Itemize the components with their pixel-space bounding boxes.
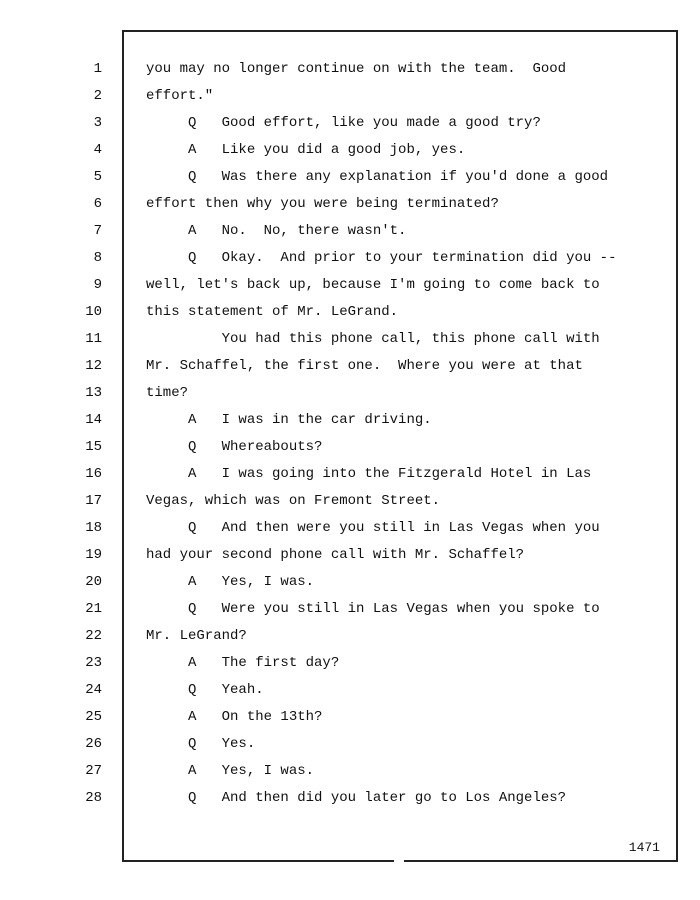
transcript-line: Q Were you still in Las Vegas when you spoke to — [146, 601, 600, 617]
transcript-line: A Like you did a good job, yes. — [146, 142, 466, 158]
transcript-line: Q Yes. — [146, 736, 256, 752]
transcript-line: effort then why you were being terminated? — [146, 196, 499, 212]
transcript-line: Q Whereabouts? — [146, 439, 323, 455]
line-number: 1 — [93, 61, 102, 77]
transcript-line: Q And then were you still in Las Vegas when you — [146, 520, 600, 536]
line-number: 28 — [85, 790, 102, 806]
line-number: 8 — [93, 250, 102, 266]
transcript-line: You had this phone call, this phone call with — [146, 331, 600, 347]
line-number: 7 — [93, 223, 102, 239]
transcript-line: Q And then did you later go to Los Angeles? — [146, 790, 567, 806]
transcript-line: this statement of Mr. LeGrand. — [146, 304, 399, 320]
line-number: 24 — [85, 682, 102, 698]
transcript-line: Q Okay. And prior to your termination did you -- — [146, 250, 617, 266]
line-number: 5 — [93, 169, 102, 185]
line-number: 21 — [85, 601, 102, 617]
page-border-left — [122, 30, 124, 862]
line-number: 16 — [85, 466, 102, 482]
line-number: 23 — [85, 655, 102, 671]
transcript-line: Q Was there any explanation if you'd done a good — [146, 169, 609, 185]
transcript-line: A Yes, I was. — [146, 763, 315, 779]
line-number: 12 — [85, 358, 102, 374]
transcript-line: A On the 13th? — [146, 709, 323, 725]
transcript-line: effort." — [146, 88, 214, 104]
line-number: 14 — [85, 412, 102, 428]
line-number: 3 — [93, 115, 102, 131]
line-number: 20 — [85, 574, 102, 590]
transcript-line: time? — [146, 385, 189, 401]
line-number: 13 — [85, 385, 102, 401]
line-number: 9 — [93, 277, 102, 293]
line-number: 25 — [85, 709, 102, 725]
transcript-text-column — [146, 56, 666, 812]
line-number: 15 — [85, 439, 102, 455]
line-number: 18 — [85, 520, 102, 536]
transcript-line: had your second phone call with Mr. Schaffel? — [146, 547, 525, 563]
transcript-line: A The first day? — [146, 655, 340, 671]
transcript-line: A I was going into the Fitzgerald Hotel in Las — [146, 466, 592, 482]
line-number: 2 — [93, 88, 102, 104]
page-border-bottom-right — [404, 860, 678, 862]
transcript-line: well, let's back up, because I'm going to come back to — [146, 277, 600, 293]
line-number: 19 — [85, 547, 102, 563]
transcript-line: A No. No, there wasn't. — [146, 223, 407, 239]
transcript-line: you may no longer continue on with the team. Good — [146, 61, 567, 77]
transcript-line: A Yes, I was. — [146, 574, 315, 590]
transcript-line: Mr. LeGrand? — [146, 628, 247, 644]
page-border-right — [676, 30, 678, 862]
line-number: 22 — [85, 628, 102, 644]
transcript-line: Q Good effort, like you made a good try? — [146, 115, 541, 131]
line-number: 10 — [85, 304, 102, 320]
line-number: 17 — [85, 493, 102, 509]
line-number: 6 — [93, 196, 102, 212]
line-number: 4 — [93, 142, 102, 158]
line-number: 27 — [85, 763, 102, 779]
page-border-top — [122, 30, 678, 32]
line-number: 11 — [85, 331, 102, 347]
transcript-line: Vegas, which was on Fremont Street. — [146, 493, 441, 509]
line-number-column — [60, 56, 102, 812]
line-number: 26 — [85, 736, 102, 752]
page-number: 1471 — [628, 840, 660, 855]
transcript-line: Q Yeah. — [146, 682, 264, 698]
transcript-line: A I was in the car driving. — [146, 412, 432, 428]
transcript-line: Mr. Schaffel, the first one. Where you were at that — [146, 358, 583, 374]
page-border-bottom-left — [122, 860, 394, 862]
